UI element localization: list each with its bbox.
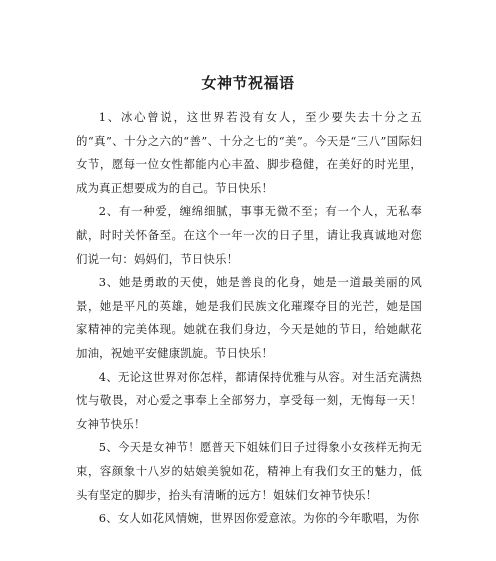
- paragraph-6: 6、女人如花风情婉，世界因你爱意浓。为你的今年歌唱，为你: [98, 511, 420, 526]
- paragraph-3: 3、她是勇敢的天使，她是善良的化身，她是一道最美丽的风景，她是平凡的英雄，她是我们民族文化璀璨夺目的光芒，她是国家精神的完美体现。她就在我们身边，今天是她的节日，给她献花加油，祝她平安健康凯旋。节日快乐！: [76, 275, 422, 360]
- paragraph-2: 2、有一种爱，缠绵细腻，事事无微不至；有一个人，无私奉献，时时关怀备至。在这个一年一次的日子里，请让我真诚地对您们说一句：妈妈们，节日快乐！: [76, 204, 422, 266]
- document-body: [76, 106, 422, 531]
- paragraph-1: 1、冰心曾说，这世界若没有女人，至少要失去十分之五的“真”、十分之六的“善”、十分之七的“美”。今天是“三八”国际妇女节，愿每一位女性都能内心丰盈、脚步稳健，在美好的时光里，成为真正想要成为的自己。节日快乐！: [76, 110, 422, 195]
- document-title: 女神节祝福语: [201, 74, 295, 92]
- paragraph-4: 4、无论这世界对你怎样，都请保持优雅与从容。对生活充满热忱与敬畏，对心爱之事奉上全部努力，享受每一刻，无悔每一天！女神节快乐！: [76, 369, 422, 431]
- paragraph-5: 5、今天是女神节！愿普天下姐妹们日子过得象小女孩样无拘无束，容颜象十八岁的姑娘美貌如花，精神上有我们女王的魅力，低头有坚定的脚步，抬头有清晰的远方！姐妹们女神节快乐！: [76, 440, 422, 502]
